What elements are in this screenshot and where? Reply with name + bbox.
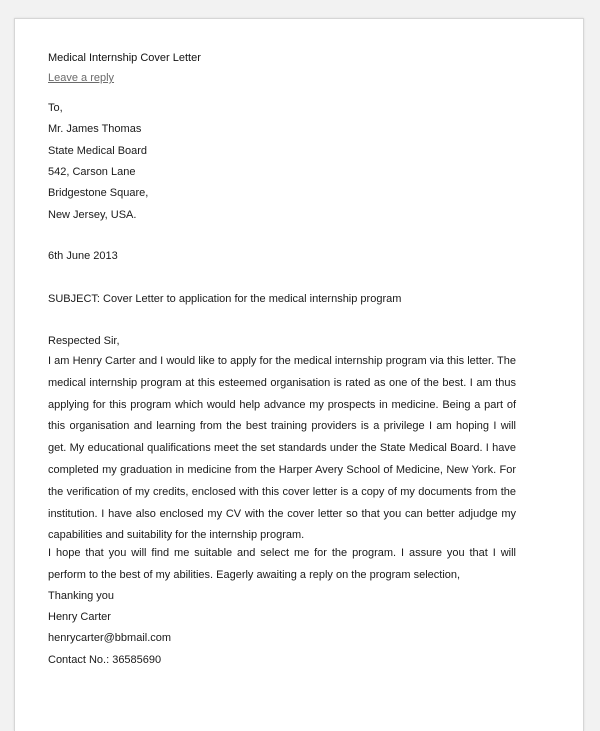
sender-contact: Contact No.: 36585690: [48, 654, 162, 666]
leave-a-reply-link[interactable]: Leave a reply: [48, 72, 115, 84]
letter-subject: SUBJECT: Cover Letter to application for the medical internship program: [48, 293, 402, 305]
closing: Thanking you: [48, 590, 115, 602]
recipient-area: Bridgestone Square,: [48, 187, 149, 199]
letter-date: 6th June 2013: [48, 250, 118, 262]
body-paragraph-2: I hope that you will find me suitable and select me for the program. I assure you that I will perform to the best of my abilities. Eagerly awaiting a reply on the program selection,: [48, 547, 516, 581]
recipient-state: New Jersey, USA.: [48, 209, 137, 221]
salutation: Respected Sir,: [48, 335, 120, 347]
to-line: To,: [48, 102, 63, 114]
sender-name: Henry Carter: [48, 611, 111, 623]
document-title: Medical Internship Cover Letter: [48, 52, 201, 64]
sender-email: henrycarter@bbmail.com: [48, 632, 172, 644]
body-paragraph-1: I am Henry Carter and I would like to apply for the medical internship program via this letter. The medical internship program at this esteemed organisation is rated as one of the best. I am thus applying for this program which would help advance my prospects in medicine. Being a part of this organisation and learning from the best training providers is a privilege I am hoping I will get. My educational qualifications meet the set standards under the State Medical Board. I have completed my graduation in medicine from the Harper Avery School of Medicine, New York. For the verification of my credits, enclosed with this cover letter is a copy of my documents from the institution. I have also enclosed my CV with the cover letter so that you can better adjudge my capabilities and suitability for the internship program.: [48, 355, 516, 542]
recipient-street: 542, Carson Lane: [48, 166, 136, 178]
recipient-organization: State Medical Board: [48, 145, 148, 157]
recipient-name: Mr. James Thomas: [48, 123, 142, 135]
